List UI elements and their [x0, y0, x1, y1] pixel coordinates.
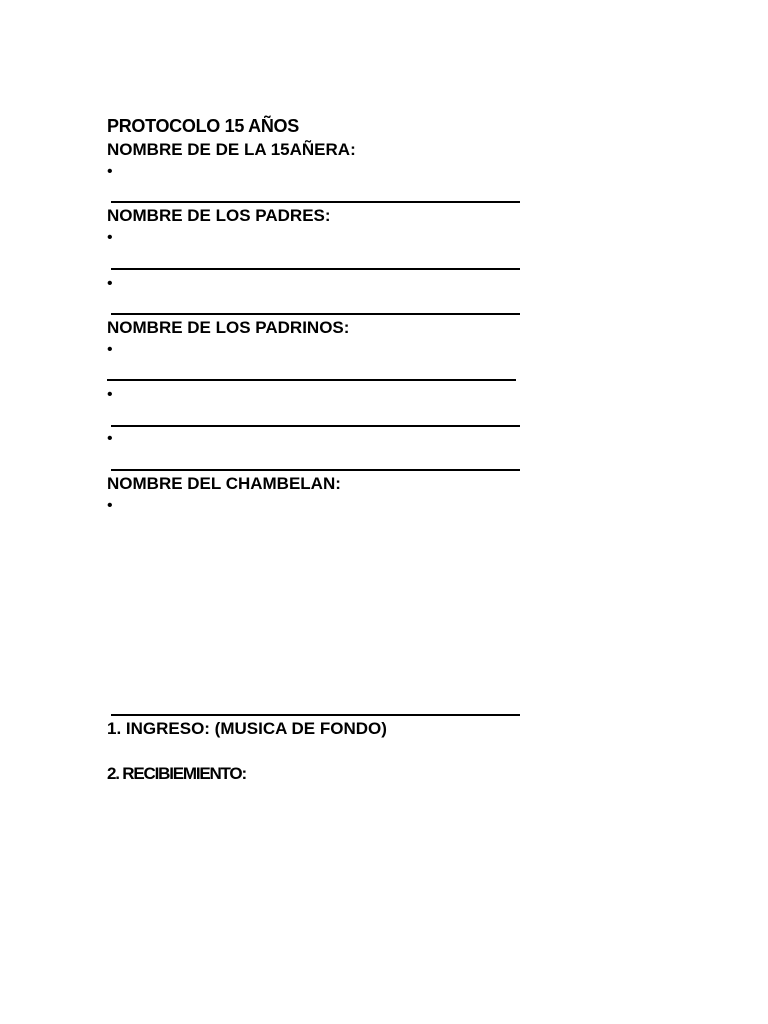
section-heading-padrinos: NOMBRE DE LOS PADRINOS: — [107, 318, 350, 337]
bullet-padres-1: • — [107, 229, 113, 246]
bullet-quinceanera-1: • — [107, 163, 113, 180]
blank-line-padres-1 — [111, 268, 520, 270]
bullet-padrinos-1: • — [107, 341, 113, 358]
page-title: PROTOCOLO 15 AÑOS — [107, 116, 299, 136]
blank-line-chambelan-1 — [111, 714, 520, 716]
bullet-chambelan-1: • — [107, 497, 113, 514]
bullet-padrinos-2: • — [107, 386, 113, 403]
step-ingreso: 1. INGRESO: (MUSICA DE FONDO) — [107, 719, 387, 738]
bullet-padrinos-3: • — [107, 430, 113, 447]
bullet-padres-2: • — [107, 275, 113, 292]
section-heading-quinceanera: NOMBRE DE DE LA 15AÑERA: — [107, 140, 356, 159]
blank-line-padrinos-3 — [111, 469, 520, 471]
blank-line-padres-2 — [111, 313, 520, 315]
section-heading-padres: NOMBRE DE LOS PADRES: — [107, 206, 331, 225]
blank-line-padrinos-2 — [111, 425, 520, 427]
blank-line-padrinos-1 — [107, 379, 516, 381]
section-heading-chambelan: NOMBRE DEL CHAMBELAN: — [107, 474, 341, 493]
blank-line-quinceanera-1 — [111, 201, 520, 203]
step-recibimiento: 2. RECIBIEMIENTO: — [107, 764, 246, 783]
